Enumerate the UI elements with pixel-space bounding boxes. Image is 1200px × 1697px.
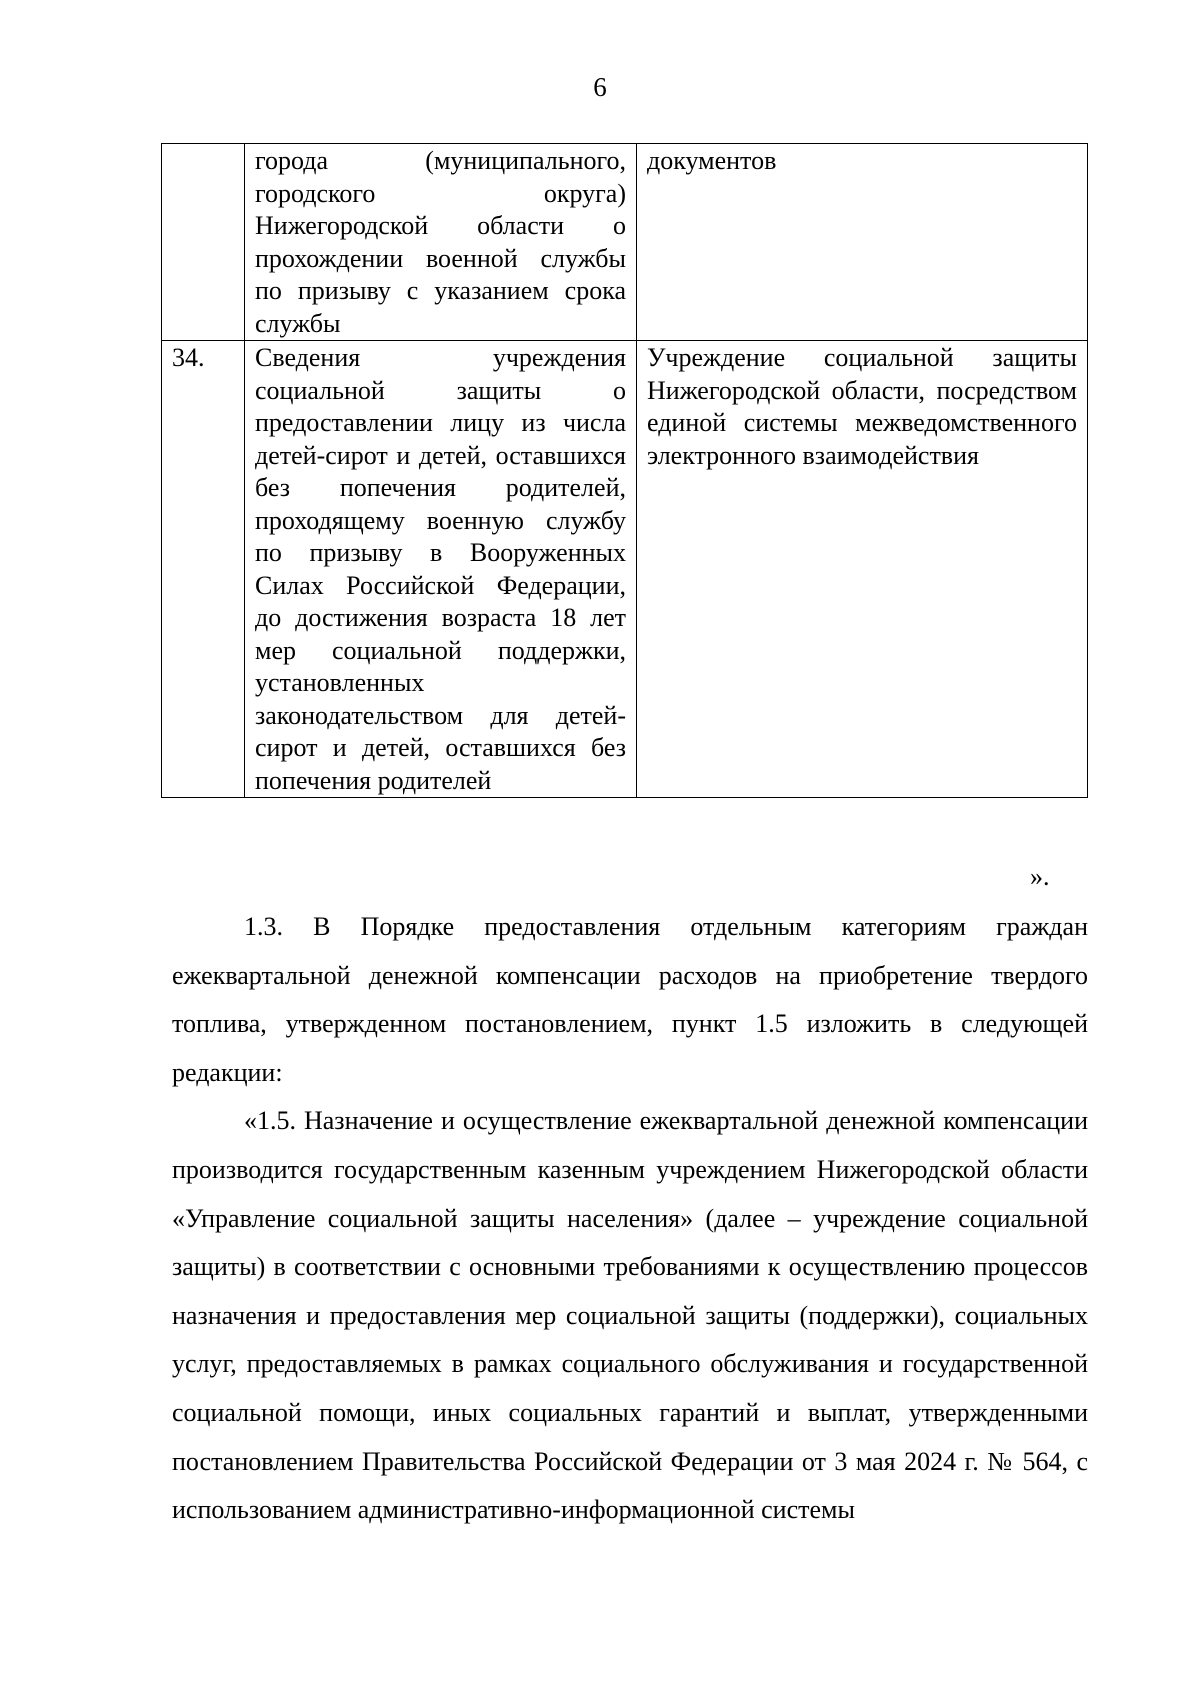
description-cell: города (муниципального, городского округа) Нижегородской области о прохождении военной службы по призыву с указанием срока службы [245, 144, 637, 341]
closing-quote: ». [1030, 862, 1050, 891]
source-cell: документов [637, 144, 1088, 341]
description-cell: Сведения учреждения социальной защиты о предоставлении лицу из числа детей-сирот и детей, оставшихся без попечения родителей, проходящему военную службу по призыву в Вооруженных Силах Российской Федерации, до достижения возраста 18 лет мер социальной поддержки, установленных законодательством для детей-сирот и детей, оставшихся без попечения родителей [245, 341, 637, 798]
table-row [162, 144, 1088, 341]
paragraph-1-5: «1.5. Назначение и осуществление ежеквартальной денежной компенсации производится государственным казенным учреждением Нижегородской области «Управление социальной защиты населения» (далее – учреждение социальной защиты) в соответствии с основными требованиями к осуществлению процессов назначения и предоставления мер социальной защиты (поддержки), социальных услуг, предоставляемых в рамках социального обслуживания и государственной социальной помощи, иных социальных гарантий и выплат, утвержденными постановлением Правительства Российской Федерации от 3 мая 2024 г. № 564, с использованием административно-информационной системы [172, 1106, 1088, 1525]
row-number-cell: 34. [162, 341, 245, 798]
row-number-cell [162, 144, 245, 341]
document-table [161, 143, 1088, 798]
paragraph-1-3: 1.3. В Порядке предоставления отдельным категориям граждан ежеквартальной денежной компенсации расходов на приобретение твердого топлива, утвержденном постановлением, пункт 1.5 изложить в следующей редакции: [172, 912, 1088, 1087]
table-row [162, 341, 1088, 798]
body-text [172, 903, 1088, 1535]
source-cell: Учреждение социальной защиты Нижегородской области, посредством единой системы межведомственного электронного взаимодействия [637, 341, 1088, 798]
page-number: 6 [593, 72, 607, 102]
